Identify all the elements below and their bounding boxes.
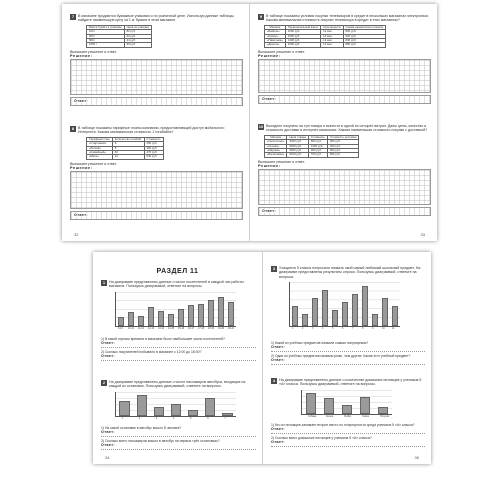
table-header: Магазин	[265, 135, 287, 139]
table-header: Сумма ежемесячного взноса	[343, 25, 386, 29]
chart-bar	[119, 401, 129, 416]
page-32	[62, 4, 249, 241]
task-4	[271, 378, 425, 447]
x-tick-label: 12-13	[148, 326, 155, 330]
table-cell: 9600 руб.	[287, 149, 308, 153]
task-10	[258, 124, 431, 216]
table-cell: 830 руб.	[343, 39, 386, 43]
x-tick-label: 14-15	[168, 326, 175, 330]
x-tick-label: Хомяк	[362, 414, 369, 418]
table-cell: 40	[112, 151, 144, 155]
table-cell: 9100 руб.	[287, 153, 308, 157]
task-3	[271, 266, 425, 365]
table-cell: 62 руб.	[124, 34, 152, 38]
x-tick-label: 11-12	[138, 326, 144, 330]
table-cell: 80 руб.	[124, 30, 152, 34]
write-instruction: Выпишите решение и ответ.	[70, 49, 117, 54]
chart-bar	[324, 398, 335, 413]
table-cell: 700 руб.	[308, 153, 327, 157]
table-cell: 9400 руб.	[287, 140, 308, 144]
table-cell: 200 руб.	[327, 144, 358, 148]
answer-field[interactable]	[258, 207, 431, 216]
answer-label: Ответ:	[262, 96, 277, 101]
table-cell: «Семейный»	[87, 151, 113, 155]
question-1: 1) На какой остановке в автобус вошло 8 человек?	[101, 425, 182, 430]
answer-line[interactable]: Ответ:	[271, 427, 425, 434]
chart-bar	[342, 405, 353, 414]
x-tick-label: 5	[332, 327, 334, 331]
page-number: 34	[105, 455, 110, 460]
chart-bar	[352, 294, 358, 326]
chart-bar	[198, 304, 204, 326]
solution-grid[interactable]	[70, 59, 243, 95]
table-cell: 880 руб.	[343, 43, 386, 47]
table-cell: «Легкий»	[87, 146, 113, 150]
solution-grid[interactable]	[70, 171, 243, 209]
write-instruction: Выпишите решение и ответ.	[258, 49, 305, 54]
x-tick-label: 10	[382, 327, 385, 331]
table-cell: 9200 руб.	[287, 144, 308, 148]
chart-bar	[205, 398, 215, 416]
table-header: Первоначальный взнос	[285, 25, 320, 29]
answer-line[interactable]: Ответ:	[101, 443, 256, 450]
chart-bar	[306, 393, 317, 414]
x-tick-label: 11	[392, 327, 395, 331]
task-8	[70, 126, 243, 220]
task-1	[101, 280, 256, 361]
subjects-bar-chart	[289, 282, 400, 331]
table-cell: 640 руб.	[144, 155, 163, 159]
table-cell: 1000 г	[87, 43, 125, 47]
table-cell: 41 руб.	[124, 39, 152, 43]
answer-line[interactable]: Ответ:	[101, 354, 256, 361]
solution-label: Решение:	[258, 163, 281, 168]
question-2: 2) Один из учебных предметов назвали реже, чем другие. Каков этот учебный предмет?	[271, 354, 411, 359]
x-tick-label: Попугай	[380, 414, 390, 418]
chart-bar	[362, 286, 368, 326]
table-header: Цена за упаковку	[124, 25, 152, 29]
table-cell: «Чиполлино»	[265, 140, 287, 144]
x-tick-label: 1	[121, 416, 123, 420]
table-cell: 1500 руб.	[285, 34, 320, 38]
table-cell: 800 руб.	[343, 30, 386, 34]
question-2: 2) Сколько всего домашних питомцев у учеников 5 «А» класса?	[271, 435, 372, 440]
table-cell: «Кумир»	[265, 34, 286, 38]
solution-grid[interactable]	[258, 59, 431, 93]
answer-line[interactable]: Ответ:	[271, 345, 425, 352]
task-number: 4	[272, 378, 276, 383]
answer-field[interactable]	[258, 95, 431, 104]
x-tick-label: 3	[312, 327, 314, 331]
table-header: Цена товара	[287, 135, 308, 139]
task-number: 3	[272, 266, 276, 271]
x-tick-label: 20-21	[228, 326, 235, 330]
page-35	[263, 252, 431, 464]
x-tick-label: 15-16	[178, 326, 185, 330]
page-number: 35	[414, 455, 419, 460]
chart-bar	[342, 302, 348, 326]
pets-bar-chart	[301, 390, 392, 418]
task-number: 10	[258, 124, 264, 129]
answer-line[interactable]: Ответ:	[101, 430, 256, 437]
table-cell: 12 мес.	[321, 34, 343, 38]
x-tick-label: 6	[207, 416, 209, 420]
x-tick-label: 1	[292, 327, 294, 331]
chart-bar	[118, 317, 124, 326]
page-number: 33	[420, 232, 425, 237]
table-cell: 920 руб.	[343, 34, 386, 38]
table-cell: 100 г	[87, 30, 125, 34]
workbook-spread-bottom	[93, 252, 431, 464]
visitors-bar-chart	[115, 292, 236, 330]
credit-table	[264, 25, 386, 48]
chart-bar	[312, 298, 318, 326]
table-header: Количество гигабайт	[112, 137, 144, 141]
table-cell: 260 руб.	[144, 142, 163, 146]
table-header: Срок кредита	[321, 25, 343, 29]
x-tick-label: 2	[302, 327, 304, 331]
x-tick-label: 13-14	[158, 326, 165, 330]
page-34	[93, 252, 262, 464]
x-tick-label: 5	[190, 416, 192, 420]
table-cell: 12 мес.	[321, 30, 343, 34]
task-text: В магазине продаются бумажные упаковки и по розничной цене. Используя данные таблицы, найдите наименьшую цену за 1 кг бумаги в этом магазине.	[78, 14, 235, 23]
x-tick-label: 2	[138, 416, 141, 420]
table-cell: 1000 руб.	[285, 30, 320, 34]
table-cell: 470 руб.	[144, 151, 163, 155]
task-text: На диаграмме представлены данные о количестве домашних питомцев у учеников 5 «А» класса. Пользуясь диаграммой, ответьте на вопросы.	[279, 378, 422, 387]
table-cell: «Ивушка»	[265, 149, 287, 153]
x-tick-label: 7	[224, 416, 226, 420]
chart-bar	[228, 302, 234, 326]
chart-bar	[188, 305, 194, 325]
x-tick-label: Кошка	[326, 414, 334, 418]
table-cell: 500 руб.	[327, 149, 358, 153]
x-tick-label: 8	[362, 327, 364, 331]
task-number: 2	[102, 380, 106, 385]
table-cell: 500 г	[87, 39, 125, 43]
chart-bar	[222, 413, 232, 416]
table-cell: 800 руб.	[308, 140, 327, 144]
task-text: В таблице показаны тарифные планы компании, предоставляющей доступ мобильного Интернета. Какова минимальная стоимость 1 гигабайта?	[78, 126, 225, 135]
workbook-spread-top	[62, 4, 437, 241]
table-cell: 1000 руб.	[308, 144, 327, 148]
task-9	[258, 14, 431, 104]
table-cell: 12 мес.	[321, 43, 343, 47]
x-tick-label: Собака	[308, 414, 317, 418]
task-number: 1	[102, 280, 106, 285]
table-cell: «Балалайка»	[265, 153, 287, 157]
x-tick-label: 3	[155, 416, 158, 420]
answer-label: Ответ:	[74, 212, 89, 217]
x-tick-label: 6	[342, 327, 344, 331]
chart-bar	[154, 407, 164, 416]
table-cell: 300 руб.	[144, 146, 163, 150]
task-text: В таблице показаны условия покупки телевизоров в кредит в нескольких магазинах электроники. Какова минимальная стоимость покупки телевизора в кредит в этих магазинах?	[266, 14, 429, 23]
task-number: 8	[71, 126, 75, 131]
table-cell: «Мега»	[87, 155, 113, 159]
write-instruction: Выпишите решение и ответ.	[258, 159, 305, 164]
question-2: 2) Сколько всего пассажиров вошло в автобус на первых трёх остановках?	[101, 438, 220, 443]
table-header: Стоимость доставки	[327, 135, 358, 139]
table-cell: «Памятник»	[265, 39, 286, 43]
task-number: 7	[71, 14, 75, 19]
task-2	[101, 380, 256, 450]
x-tick-label: 16-17	[188, 326, 195, 330]
chart-bar	[188, 410, 198, 416]
table-header: Тарифный план	[87, 137, 113, 141]
question-1: 1) Кто из питомцев занимает второе место по популярности среди учеников 5 «А» класса?	[271, 422, 415, 427]
answer-line[interactable]: Ответ:	[101, 341, 256, 348]
passengers-bar-chart	[115, 392, 236, 420]
table-header: Стоимость	[308, 135, 327, 139]
answer-field[interactable]	[70, 97, 243, 106]
table-cell: 12 мес.	[321, 39, 343, 43]
x-tick-label: Рыбки	[344, 414, 352, 418]
chart-bar	[148, 307, 154, 326]
x-tick-label: 10-11	[128, 326, 134, 330]
task-7	[70, 14, 243, 106]
table-cell: 14	[112, 155, 144, 159]
chart-bar	[292, 306, 298, 326]
answer-field[interactable]	[70, 211, 243, 220]
answer-line[interactable]: Ответ:	[271, 440, 425, 447]
table-cell: 1000 руб.	[285, 43, 320, 47]
chart-bar	[158, 311, 164, 326]
answer-label: Ответ:	[74, 98, 89, 103]
question-1: 1) Какой из учебных предметов назвали самым популярным?	[271, 341, 369, 346]
section-title: РАЗДЕЛ 11	[156, 268, 199, 275]
solution-grid[interactable]	[258, 169, 431, 205]
task-text: На диаграмме представлены данные о числе пассажиров автобуса, входящих на каждой из остановок. Пользуясь диаграммой, ответьте на вопросы.	[109, 380, 246, 389]
table-cell: 66 руб.	[124, 43, 152, 47]
chart-bar	[171, 404, 181, 416]
chart-bar	[218, 297, 224, 326]
solution-label: Решение:	[258, 53, 281, 58]
price-table	[86, 25, 152, 48]
table-cell: «Огонёк»	[265, 144, 287, 148]
delivery-table	[264, 135, 359, 158]
chart-bar	[128, 312, 134, 326]
task-number: 9	[259, 14, 263, 19]
chart-bar	[208, 300, 214, 326]
table-cell: «Стартовый»	[87, 142, 113, 146]
table-cell: 8	[112, 146, 144, 150]
x-tick-label: 7	[352, 327, 354, 331]
task-text: Выгоднее покупать на три товара и вынести в одной из четырёх витрин. Даны цены, качество и стоимость доставки в интернет-магазинах. Какова наименьшая стоимость покупки с доставкой?	[266, 124, 428, 133]
question-2: 2) Сколько покупателей побывало в магазине с 12:00 до 18:00?	[101, 349, 202, 354]
table-cell: «Дорога»	[265, 43, 286, 47]
answer-line[interactable]: Ответ:	[271, 358, 425, 365]
chart-bar	[332, 310, 338, 326]
write-instruction: Выпишите решение и ответ.	[70, 161, 117, 166]
table-cell: 200 г	[87, 34, 125, 38]
page-33	[250, 4, 437, 241]
chart-bar	[322, 290, 328, 326]
solution-label: Решение:	[70, 53, 93, 58]
chart-bar	[168, 314, 174, 326]
table-header: Магазин	[265, 25, 286, 29]
x-tick-label: 4	[322, 327, 324, 331]
table-cell: 900 руб.	[327, 140, 358, 144]
chart-bar	[138, 316, 144, 326]
chart-bar	[302, 314, 308, 326]
question-1: 1) В какой отрезок времени в магазине было наибольшее число посетителей?	[101, 336, 225, 341]
table-header: Стоимость	[144, 137, 163, 141]
chart-bar	[382, 298, 388, 326]
table-cell: 8	[112, 142, 144, 146]
answer-label: Ответ:	[262, 208, 277, 213]
table-header: Масса бумаги в упаковке	[87, 25, 125, 29]
x-tick-label: 9-10	[118, 326, 123, 330]
table-cell: 1400 руб.	[285, 39, 320, 43]
x-tick-label: 19-20	[218, 326, 225, 330]
tariff-table	[86, 137, 164, 160]
page-number: 32	[74, 232, 79, 237]
x-tick-label: 18-19	[208, 326, 215, 330]
chart-bar	[392, 306, 398, 326]
solution-label: Решение:	[70, 165, 93, 170]
chart-bar	[360, 397, 371, 414]
chart-bar	[378, 407, 389, 414]
table-cell: 900 руб.	[308, 149, 327, 153]
x-tick-label: 17-18	[198, 326, 205, 330]
task-text: На диаграмме представлены данные о числе посетителей в каждый час работы магазина. Пользуясь диаграммой, ответьте на вопросы.	[109, 280, 244, 289]
chart-bar	[137, 395, 147, 416]
chart-bar	[372, 314, 378, 326]
x-tick-label: 9	[372, 327, 374, 331]
x-tick-label: 4	[173, 416, 175, 420]
chart-bar	[178, 309, 184, 326]
table-cell: 800 руб.	[327, 153, 358, 157]
table-cell: «Байрон»	[265, 30, 286, 34]
task-text: Учащиеся 5 класса попросили назвать свой самый любимый школьный предмет. На диаграмме представлены результаты опроса. Пользуясь диаграммой, ответьте на вопросы.	[279, 266, 421, 279]
